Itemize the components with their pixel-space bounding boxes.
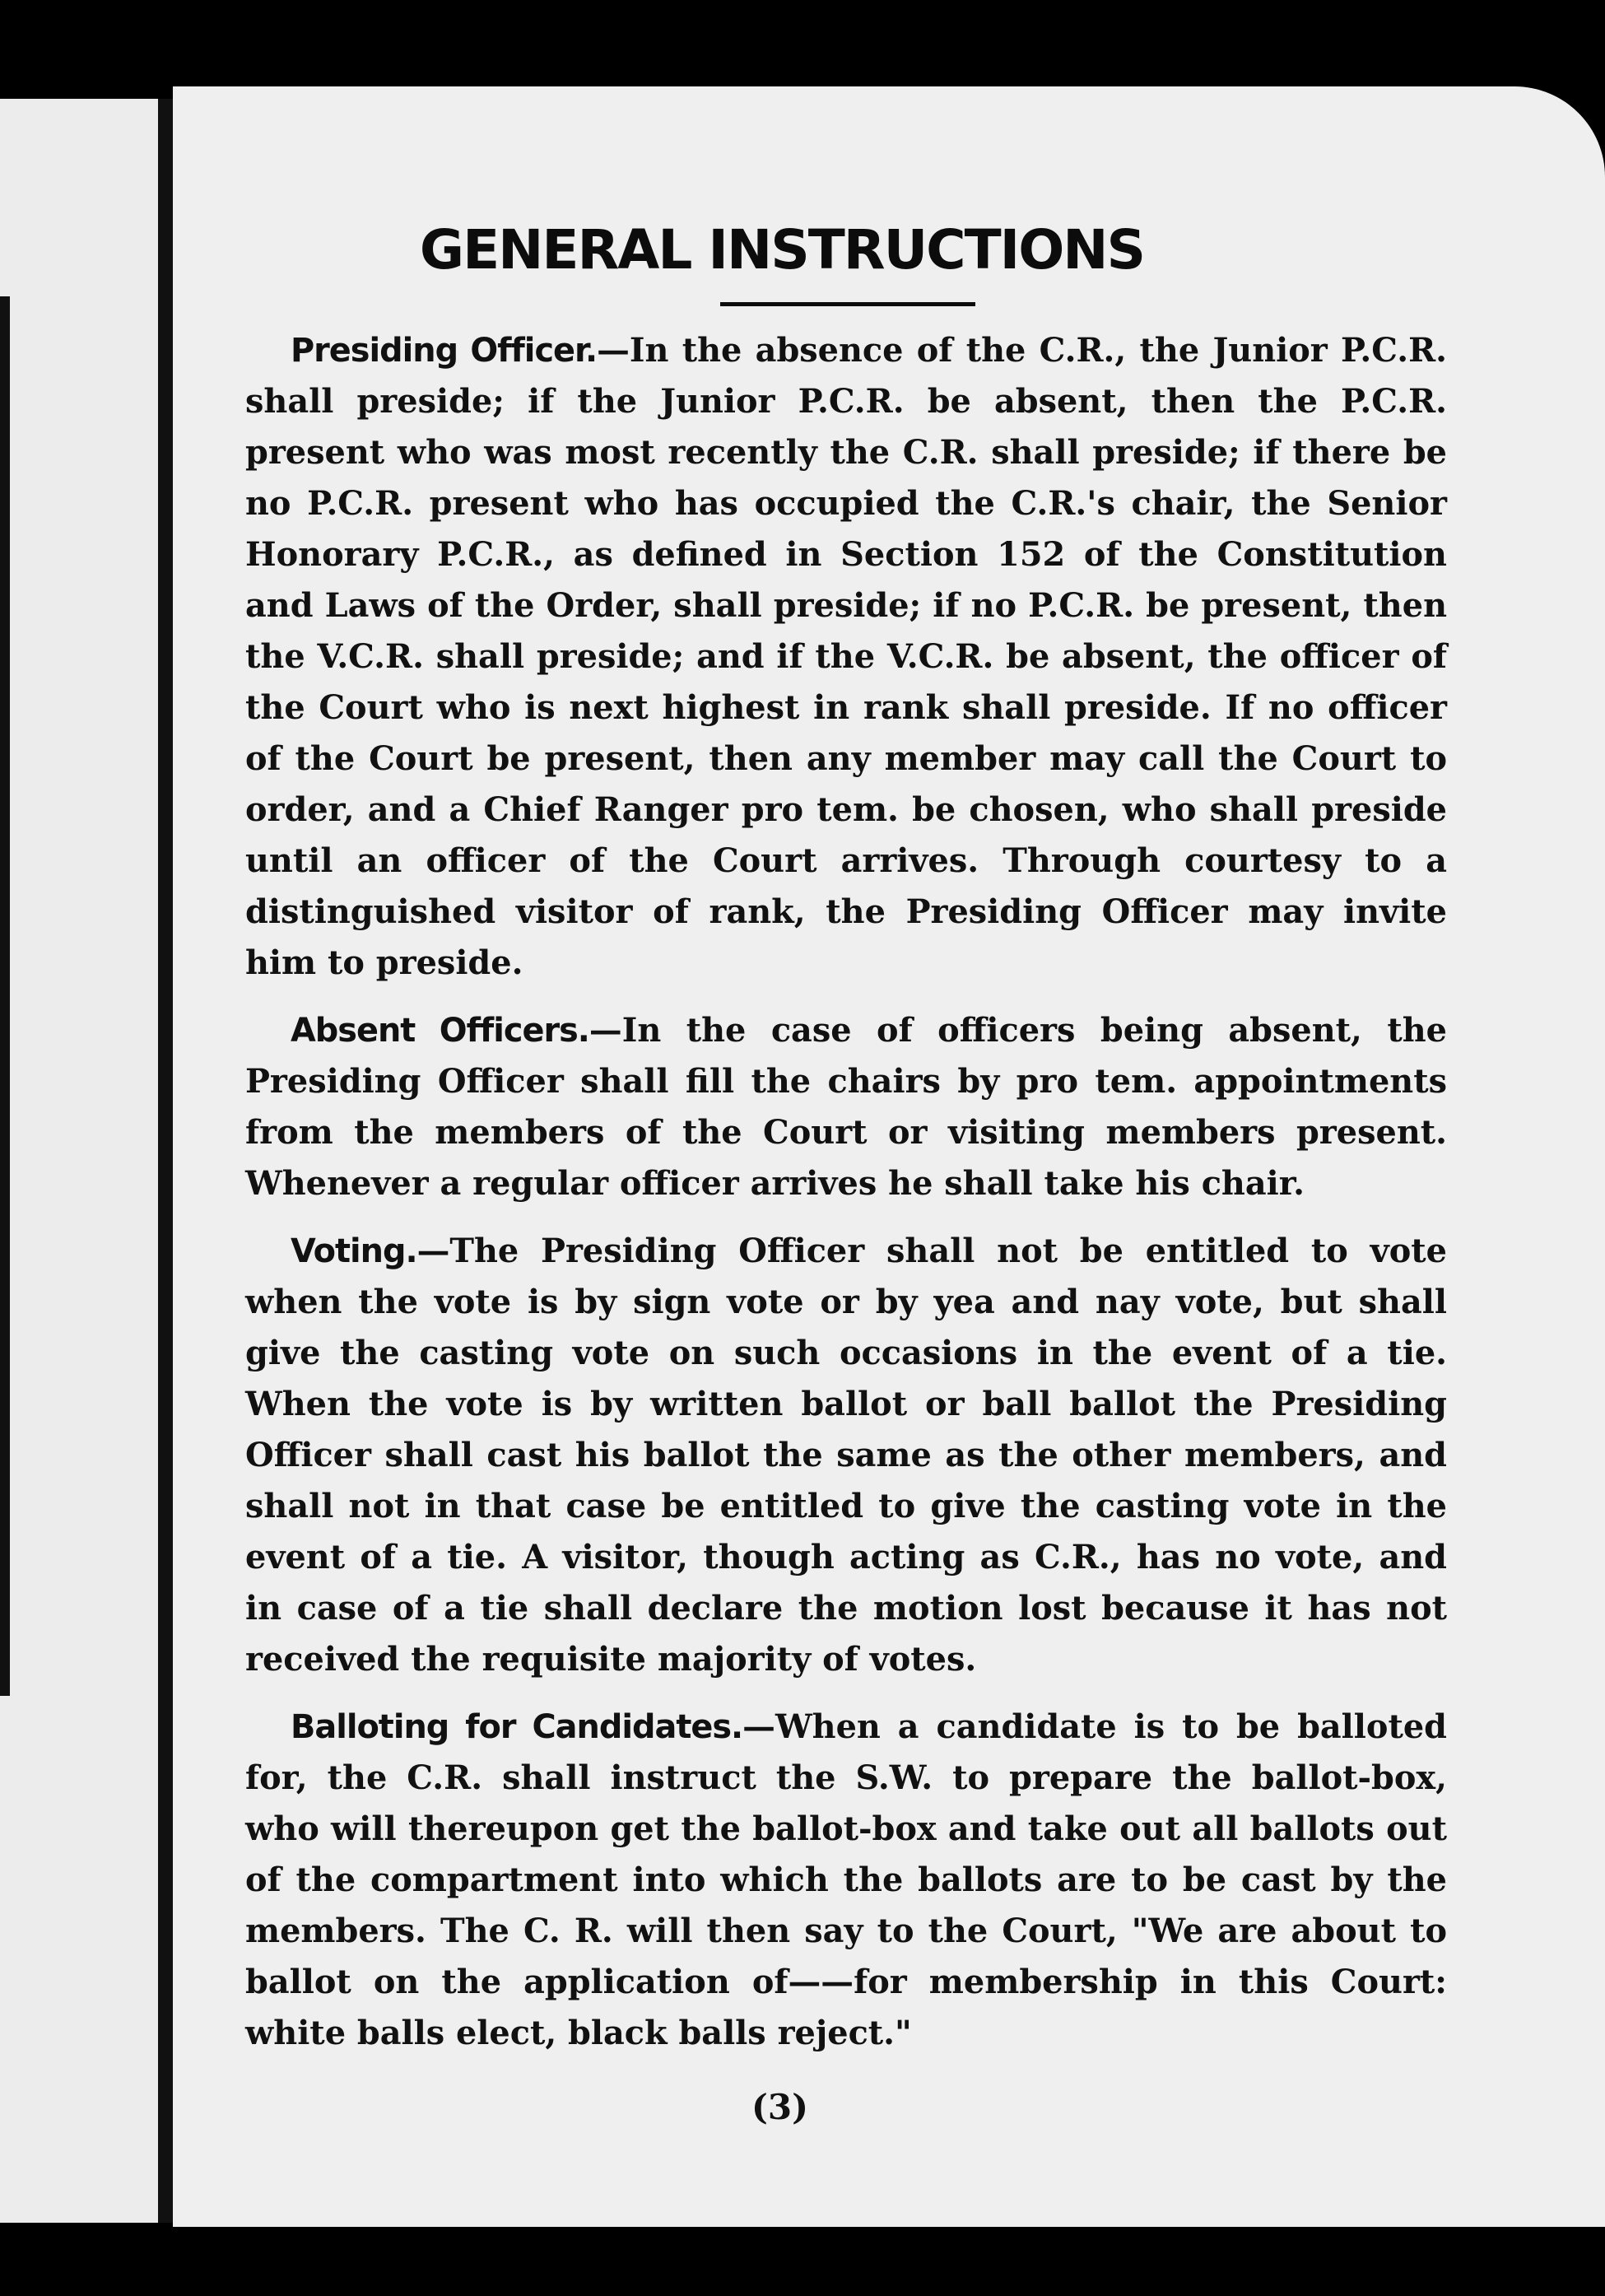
page-title: GENERAL INSTRUCTIONS xyxy=(419,218,1145,282)
section-heading: Presiding Officer. xyxy=(291,332,598,370)
section-text: —In the absence of the C.R., the Junior P.C.R. shall preside; if the Junior P.C.R. be absent, then the P.C.R. present who was most recently the C.R. shall preside; if there be no P.C.R. present who has occupied the C.R.'s chair, the Senior Honorary P.C.R., as defined in Section 152 of the Constitution and Laws of the Order, shall preside; if no P.C.R. be present, then the V.C.R. shall preside; and if the V.C.R. be absent, the officer of the Court who is next highest in rank shall preside. If no officer of the Court be present, then any member may call the Court to order, and a Chief Ranger pro tem. be chosen, who shall preside until an officer of the Court arrives. Through courtesy to a distinguished visitor of rank, the Presiding Officer may invite him to preside. xyxy=(245,332,1448,982)
section-voting xyxy=(245,1226,1447,1685)
title-rule xyxy=(720,302,975,306)
document-page xyxy=(173,86,1605,2227)
section-text: —In the case of officers being absent, the Presiding Officer shall fill the chairs by pro tem. appointments from the members of the Court or visiting members present. Whenever a regular officer arrives he shall take his chair. xyxy=(245,1012,1447,1203)
section-heading: Balloting for Candidates. xyxy=(291,1708,743,1746)
section-text: —The Presiding Officer shall not be entitled to vote when the vote is by sign vote or by yea and nay vote, but shall give the casting vote on such occasions in the event of a tie. When the vote is by written ballot or ball ballot the Presiding Officer shall cast his ballot the same as the other members, and shall not in that case be entitled to give the casting vote in the event of a tie. A visitor, though acting as C.R., has no vote, and in case of a tie shall declare the motion lost because it has not received the requisite majority of votes. xyxy=(245,1232,1447,1679)
section-absent-officers xyxy=(245,1005,1447,1209)
section-heading: Voting. xyxy=(291,1232,417,1270)
instructions-body xyxy=(245,325,1447,2075)
section-presiding-officer xyxy=(245,325,1447,989)
section-balloting xyxy=(245,1702,1447,2059)
section-text: —When a candidate is to be balloted for, the C.R. shall instruct the S.W. to prepare the ballot-box, who will thereupon get the ballot-box and take out all ballots out of the compartment into which the ballots are to be cast by the members. The C. R. will then say to the Court, "We are about to ballot on the application of——for membership in this Court: white balls elect, black balls reject." xyxy=(245,1708,1447,2052)
section-heading: Absent Officers. xyxy=(291,1012,589,1050)
previous-page-edge xyxy=(0,99,173,2223)
page-binding-edge xyxy=(158,99,173,2223)
binding-shadow xyxy=(0,296,10,1696)
page-number: (3) xyxy=(751,2087,808,2127)
